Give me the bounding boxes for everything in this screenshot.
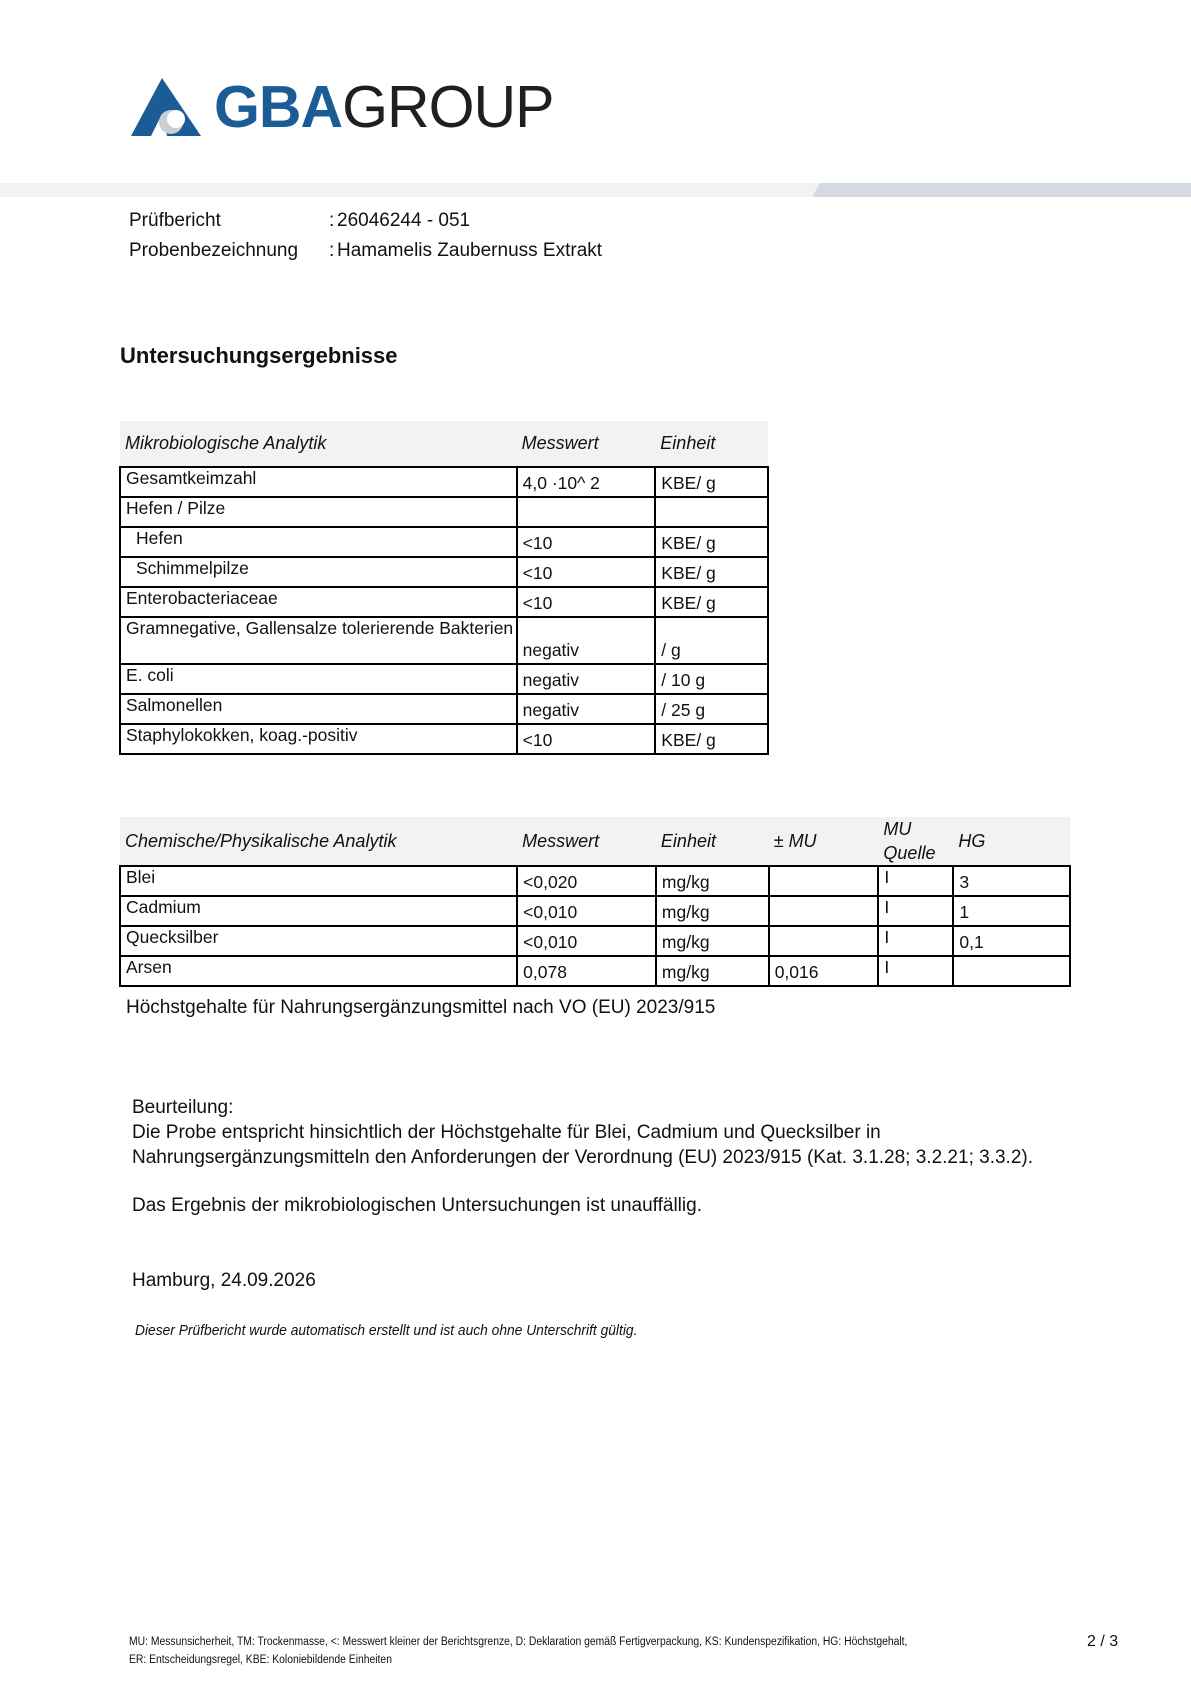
assessment-text-line: Das Ergebnis der mikrobiologischen Untersuchungen ist unauffällig. xyxy=(132,1195,702,1216)
analyte-name: Gramnegative, Gallensalze tolerierende Bakterien xyxy=(120,617,517,664)
column-header: Einheit xyxy=(656,817,769,866)
measured-value: 0,078 xyxy=(517,956,656,986)
report-number-label: Prüfbericht xyxy=(129,210,221,231)
measured-value: negativ xyxy=(517,617,656,664)
measurement-uncertainty xyxy=(769,896,879,926)
analyte-name: Schimmelpilze xyxy=(120,557,517,587)
analyte-name: Hefen xyxy=(120,527,517,557)
unit-value: KBE/ g xyxy=(655,527,768,557)
table-row xyxy=(120,497,768,527)
unit-value: / 10 g xyxy=(655,664,768,694)
unit-value: / g xyxy=(655,617,768,664)
measured-value: negativ xyxy=(517,664,656,694)
measurement-uncertainty: 0,016 xyxy=(769,956,879,986)
limit-note: Höchstgehalte für Nahrungsergänzungsmittel nach VO (EU) 2023/915 xyxy=(126,997,716,1018)
chemistry-table xyxy=(119,817,1071,987)
table-row xyxy=(120,587,768,617)
microbiology-table xyxy=(119,421,769,755)
unit-value xyxy=(655,497,768,527)
mu-source: I xyxy=(878,956,953,986)
maximum-level: 1 xyxy=(953,896,1070,926)
measurement-uncertainty xyxy=(769,926,879,956)
column-header: Chemische/Physikalische Analytik xyxy=(120,817,517,866)
analyte-name: Enterobacteriaceae xyxy=(120,587,517,617)
analyte-name: Salmonellen xyxy=(120,694,517,724)
maximum-level: 3 xyxy=(953,866,1070,896)
table-row xyxy=(120,694,768,724)
column-header: HG xyxy=(953,817,1070,866)
analyte-name: Hefen / Pilze xyxy=(120,497,517,527)
analyte-name: Arsen xyxy=(120,956,517,986)
analyte-name: Cadmium xyxy=(120,896,517,926)
analyte-name: E. coli xyxy=(120,664,517,694)
footer-legend-line: MU: Messunsicherheit, TM: Trockenmasse, <: Messwert kleiner der Berichtsgrenze, D: Deklaration gemäß Fertigverpackung, KS: Kundenspezifikation, HG: Höchstgehalt, xyxy=(129,1636,908,1648)
analyte-name: Gesamtkeimzahl xyxy=(120,467,517,497)
table-row xyxy=(120,467,768,497)
table-row xyxy=(120,926,1070,956)
analyte-name: Staphylokokken, koag.-positiv xyxy=(120,724,517,754)
mu-source: I xyxy=(878,896,953,926)
header-band xyxy=(0,183,1191,197)
maximum-level xyxy=(953,956,1070,986)
page-number: 2 / 3 xyxy=(1087,1633,1119,1650)
table-row xyxy=(120,617,768,664)
unit-value: KBE/ g xyxy=(655,557,768,587)
maximum-level: 0,1 xyxy=(953,926,1070,956)
unit-value: / 25 g xyxy=(655,694,768,724)
sample-name-label: Probenbezeichnung xyxy=(129,240,299,261)
sample-name-value: Hamamelis Zaubernuss Extrakt xyxy=(337,240,603,261)
measured-value: <0,020 xyxy=(517,866,656,896)
table-row xyxy=(120,896,1070,926)
assessment-text-line: Nahrungsergänzungsmitteln den Anforderungen der Verordnung (EU) 2023/915 (Kat. 3.1.28; 3.2.21; 3.3.2). xyxy=(132,1147,1033,1168)
column-header: Einheit xyxy=(655,421,768,467)
logo-wordmark: GBAGROUP xyxy=(214,74,554,140)
company-logo xyxy=(131,74,561,140)
mu-source: I xyxy=(878,866,953,896)
table-header-row xyxy=(120,421,768,467)
unit-value: mg/kg xyxy=(656,866,769,896)
unit-value: mg/kg xyxy=(656,956,769,986)
table-row xyxy=(120,557,768,587)
unit-value: mg/kg xyxy=(656,926,769,956)
measured-value: <10 xyxy=(517,724,656,754)
table-row xyxy=(120,866,1070,896)
measured-value: <0,010 xyxy=(517,926,656,956)
measured-value: 4,0 ·10^ 2 xyxy=(517,467,656,497)
mu-source: I xyxy=(878,926,953,956)
report-number-value: 26046244 - 051 xyxy=(337,210,471,231)
assessment-heading: Beurteilung: xyxy=(132,1097,234,1118)
analyte-name: Quecksilber xyxy=(120,926,517,956)
table-header-row xyxy=(120,817,1070,866)
place-date: Hamburg, 24.09.2026 xyxy=(132,1270,316,1291)
unit-value: mg/kg xyxy=(656,896,769,926)
table-row xyxy=(120,664,768,694)
measured-value: <0,010 xyxy=(517,896,656,926)
column-header: Mikrobiologische Analytik xyxy=(120,421,517,467)
measured-value: <10 xyxy=(517,587,656,617)
section-title: Untersuchungsergebnisse xyxy=(120,343,398,368)
unit-value: KBE/ g xyxy=(655,587,768,617)
footer-legend-line: ER: Entscheidungsregel, KBE: Koloniebildende Einheiten xyxy=(129,1654,392,1666)
measured-value: <10 xyxy=(517,557,656,587)
disclaimer: Dieser Prüfbericht wurde automatisch erstellt und ist auch ohne Unterschrift gültig. xyxy=(135,1322,638,1339)
gba-triangle-logo-icon xyxy=(131,78,201,136)
table-row xyxy=(120,724,768,754)
column-header: Messwert xyxy=(517,421,656,467)
measured-value xyxy=(517,497,656,527)
table-row xyxy=(120,527,768,557)
column-header: Messwert xyxy=(517,817,656,866)
unit-value: KBE/ g xyxy=(655,467,768,497)
measured-value: negativ xyxy=(517,694,656,724)
measured-value: <10 xyxy=(517,527,656,557)
analyte-name: Blei xyxy=(120,866,517,896)
measurement-uncertainty xyxy=(769,866,879,896)
column-header: ± MU xyxy=(769,817,879,866)
unit-value: KBE/ g xyxy=(655,724,768,754)
assessment-text-line: Die Probe entspricht hinsichtlich der Höchstgehalte für Blei, Cadmium und Quecksilber in xyxy=(132,1122,881,1143)
table-row xyxy=(120,956,1070,986)
column-header: MU Quelle xyxy=(878,817,953,866)
